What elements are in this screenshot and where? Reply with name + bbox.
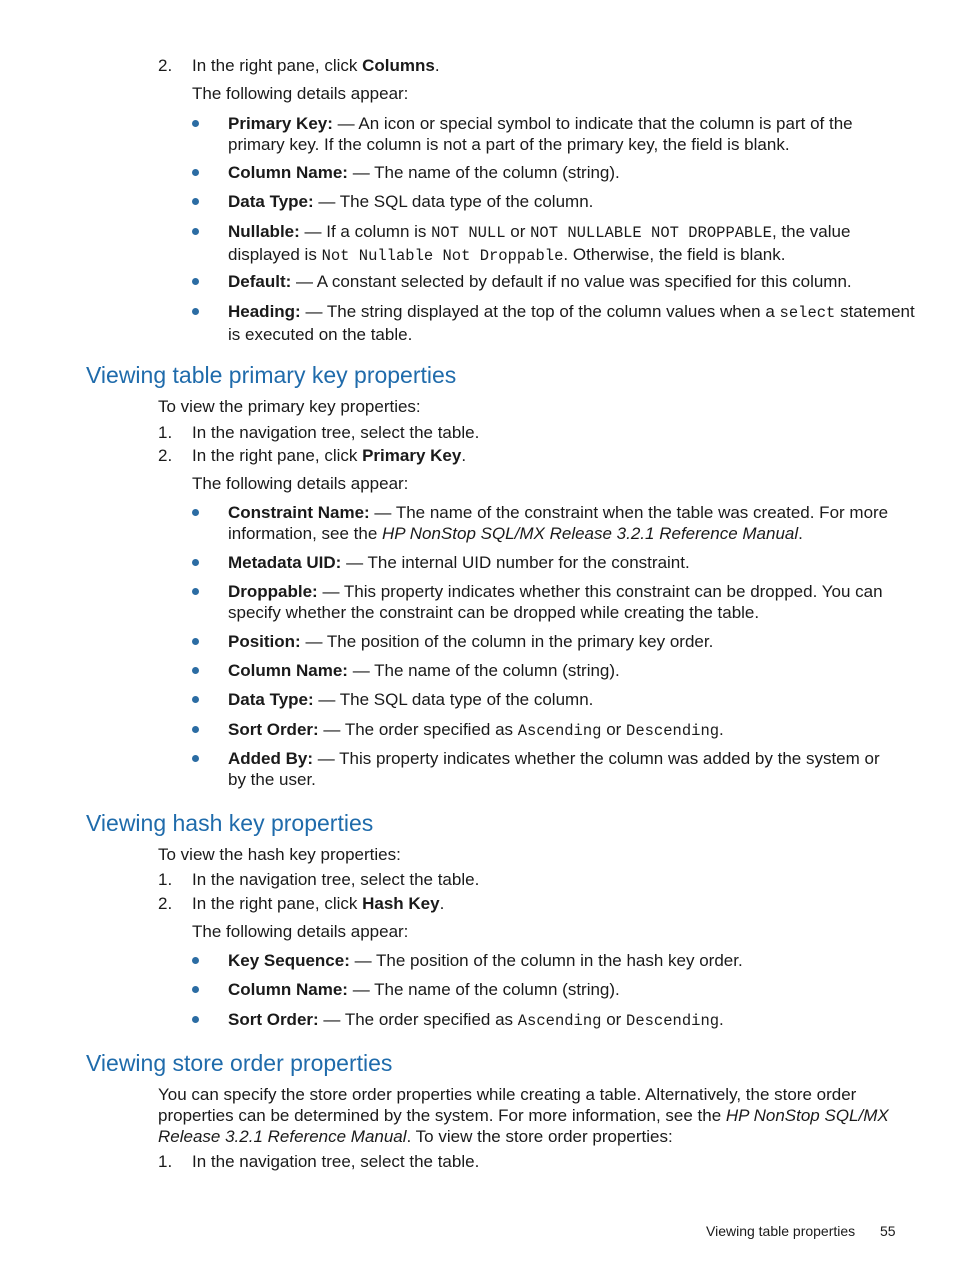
bullet-dot	[192, 588, 199, 595]
step-text: In the right pane, click Hash Key.	[192, 894, 445, 913]
step-number: 1.	[158, 1152, 173, 1171]
bullet-dot	[192, 667, 199, 674]
step-text: In the navigation tree, select the table.	[192, 1152, 480, 1171]
step-number: 2.	[158, 894, 173, 913]
bullet-dot	[192, 986, 199, 993]
step-number: 1.	[158, 870, 173, 889]
step-number: 2.	[158, 56, 173, 75]
section-heading-primary-key: Viewing table primary key properties	[86, 362, 457, 388]
step-text: In the navigation tree, select the table.	[192, 423, 480, 442]
bullet-dot	[192, 308, 199, 315]
section-heading-hash-key: Viewing hash key properties	[86, 810, 374, 836]
bullet-dot	[192, 509, 199, 516]
store-order-paragraph: You can specify the store order properties while creating a table. Alternatively, the store order properties can be determined by the system. For more information, see the HP NonStop SQL/MX Release 3.2.1 Reference Manual. To view the store order properties:	[158, 1085, 889, 1146]
details-intro: The following details appear:	[192, 84, 409, 103]
bullet-dot	[192, 1016, 199, 1023]
step-number: 1.	[158, 423, 173, 442]
details-intro: The following details appear:	[192, 474, 409, 493]
bullet-dot	[192, 120, 199, 127]
step-number: 2.	[158, 446, 173, 465]
bullet-dot	[192, 198, 199, 205]
bullet-dot	[192, 696, 199, 703]
footer-title: Viewing table properties	[706, 1223, 856, 1239]
step-text: In the navigation tree, select the table.	[192, 870, 480, 889]
bullet-dot	[192, 169, 199, 176]
bullet-dot	[192, 559, 199, 566]
step-text: In the right pane, click Columns.	[192, 56, 440, 75]
bullet-dot	[192, 957, 199, 964]
details-intro: The following details appear:	[192, 922, 409, 941]
section-lead: To view the hash key properties:	[158, 845, 401, 864]
section-heading-store-order: Viewing store order properties	[86, 1050, 393, 1076]
bullet-dot	[192, 638, 199, 645]
bullet-dot	[192, 755, 199, 762]
bullet-dot	[192, 278, 199, 285]
bullet-dot	[192, 228, 199, 235]
bullet-dot	[192, 726, 199, 733]
page-number: 55	[880, 1223, 896, 1239]
step-text: In the right pane, click Primary Key.	[192, 446, 467, 465]
document-page: 2. In the right pane, click Columns. The following details appear: Primary Key: — An icon or special symbol to indicate that the column is part of the primary key. If the column is not a part of the primary key, the field is blank. Column Name: — The name of the column (string). Data Type: — The SQL data type of the column. Nullable: — If a column is NOT NULL or NOT NULLABLE NOT DROPPABLE, the value displayed is Not Nullable Not Droppable. Otherwise, the field is blank. Default: — A constant selected by default if no value was specified for this column. Heading: — The string displayed at the top of the column values when a select statement is executed on the table. Viewing table primary key properties To view the primary key properties: 1. In the navigation tree, select the table. 2. In the right pane, click Primary Key. The following details appear: Constraint Name: — The name of the constraint when the table was created. For more information, see the HP NonStop SQL/MX Release 3.2.1 Reference Manual. Metadata UID: — The internal UID number for the constraint. Droppable: — This property indicates whether this constraint can be dropped. You can specify whether the constraint can be dropped while creating the table. Position: — The position of the column in the primary key order. Column Name: — The name of the column (string). Data Type: — The SQL data type of the column. Sort Order: — The order specified as Ascending or Descending. Added By: — This property indicates whether the column was added by the system or by the user. Viewing hash key properties To view the hash key properties: 1. In the navigation tree, select the table. 2. In the right pane, click Hash Key. The following details appear: Key Sequence: — The position of the column in the hash key order. Column Name: — The name of the column (string). Sort Order: — The order specified as Ascending or Descending. Viewing store order properties You can specify the store order properties while creating a table. Alternatively, the store order properties can be determined by the system. For more information, see the HP NonStop SQL/MX Release 3.2.1 Reference Manual. To view the store order properties: 1. In the navigation tree, select the table. Viewing table properties 55	[86, 56, 915, 1239]
section-lead: To view the primary key properties:	[158, 397, 421, 416]
